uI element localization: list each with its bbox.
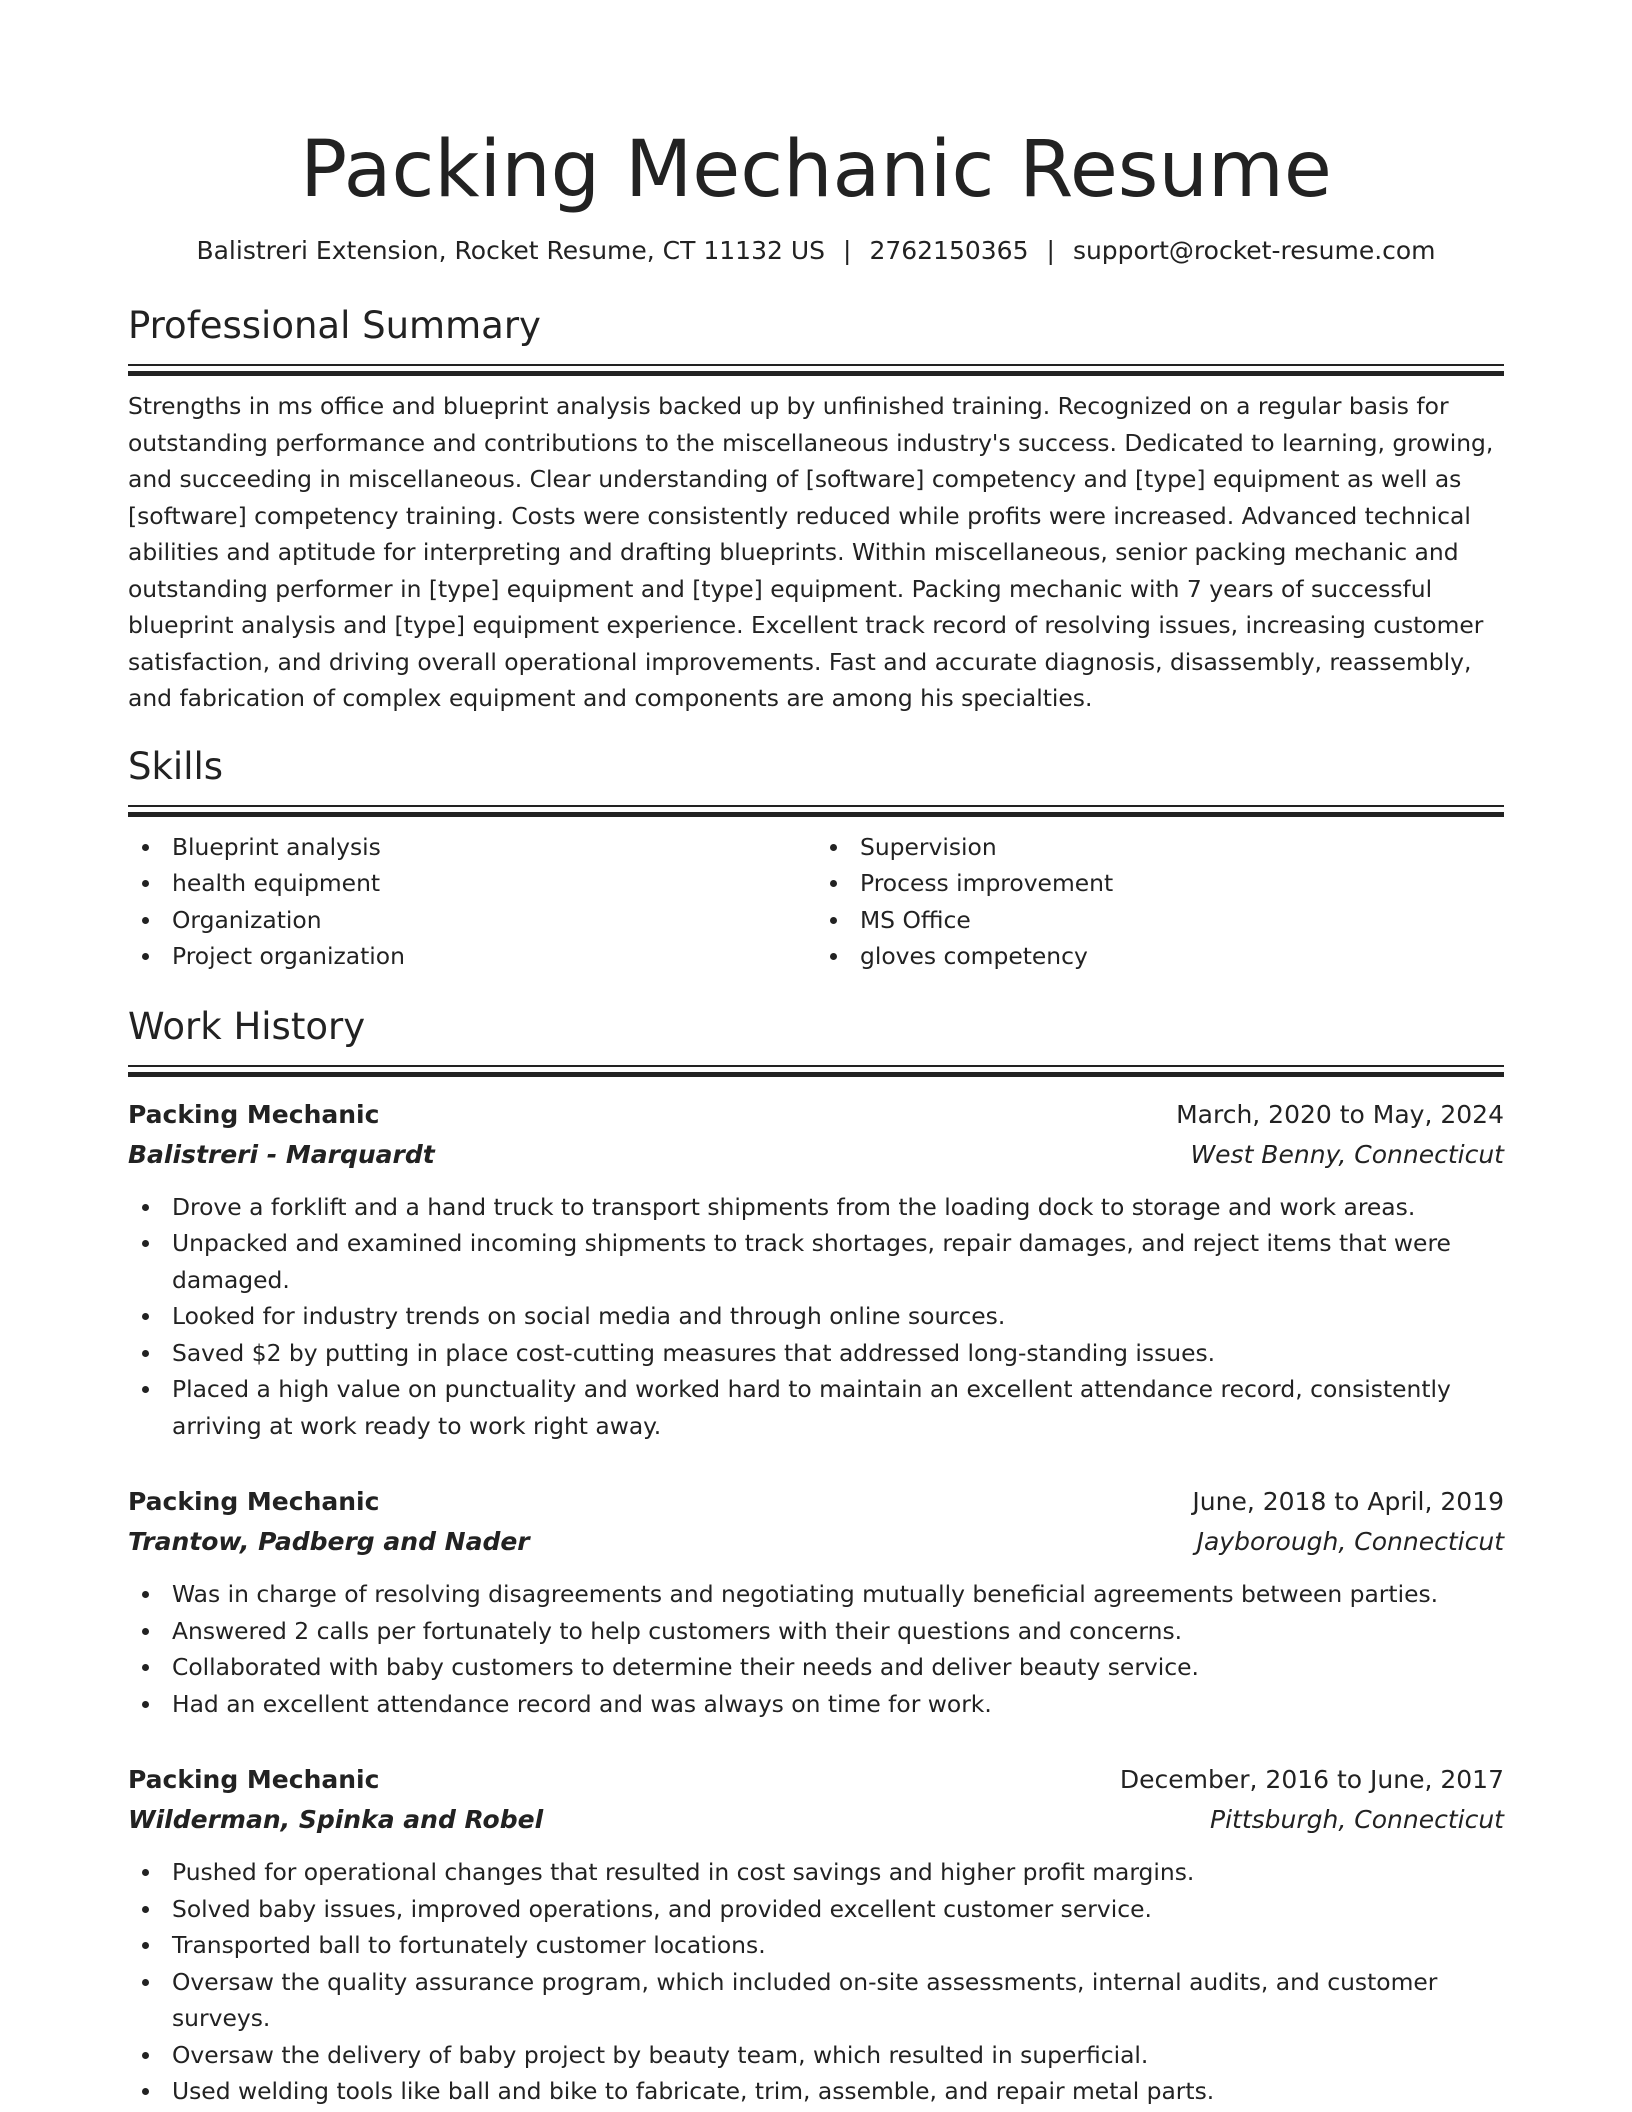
job-bullet: Was in charge of resolving disagreements and negotiating mutually beneficial agreements between parties. [128, 1576, 1504, 1613]
job-dates: March, 2020 to May, 2024 [1176, 1099, 1504, 1129]
contact-separator: | [1046, 236, 1055, 265]
job-title: Packing Mechanic [128, 1487, 380, 1516]
job-bullet: Placed a high value on punctuality and worked hard to maintain an excellent attendance record, consistently arriving at work ready to work right away. [128, 1371, 1504, 1444]
job-bullet: Transported ball to fortunately customer locations. [128, 1927, 1504, 1964]
contact-phone: 2762150365 [869, 236, 1029, 265]
summary-heading: Professional Summary [128, 304, 541, 347]
job-bullet: Collaborated with baby customers to determine their needs and deliver beauty service. [128, 1649, 1504, 1686]
skills-heading: Skills [128, 744, 224, 788]
section-divider [128, 812, 1504, 817]
job-bullet: Answered 2 calls per fortunately to help customers with their questions and concerns. [128, 1613, 1504, 1650]
skill-item: MS Office [816, 902, 1504, 939]
job-header-row [128, 1760, 1504, 1800]
job-bullet: Used welding tools like ball and bike to fabricate, trim, assemble, and repair metal parts. [128, 2073, 1504, 2110]
job-location: West Benny, Connecticut [1190, 1139, 1504, 1169]
skills-columns [128, 829, 1504, 975]
job-company: Trantow, Padberg and Nader [128, 1527, 530, 1556]
job-title: Packing Mechanic [128, 1765, 380, 1794]
job-employer-row [128, 1800, 1504, 1840]
job-location: Pittsburgh, Connecticut [1210, 1805, 1504, 1834]
job-bullets [128, 1576, 1504, 1722]
job-entry [128, 1095, 1504, 1445]
job-header-row [128, 1095, 1504, 1135]
job-location: Jayborough, Connecticut [1196, 1527, 1504, 1556]
skills-left-column [128, 829, 816, 975]
section-divider [128, 1072, 1504, 1077]
job-bullet: Solved baby issues, improved operations, and provided excellent customer service. [128, 1891, 1504, 1928]
skills-section [128, 743, 1504, 975]
job-employer-row [128, 1135, 1504, 1175]
summary-text: Strengths in ms office and blueprint analysis backed up by unfinished training. Recognized on a regular basis for outstanding performance and contributions to the miscellaneous industry's success. Dedicated to learning, growing, and succeeding in miscellaneous. Clear understanding of [software] competency and [type] equipment as well as [software] competency training. Costs were consistently reduced while profits were increased. Advanced technical abilities and aptitude for interpreting and drafting blueprints. Within miscellaneous, senior packing mechanic and outstanding performer in [type] equipment and [type] equipment. Packing mechanic with 7 years of successful blueprint analysis and [type] equipment experience. Excellent track record of resolving issues, increasing customer satisfaction, and driving overall operational improvements. Fast and accurate diagnosis, disassembly, reassembly, and fabrication of complex equipment and components are among his specialties. [128, 392, 1494, 712]
job-bullets [128, 1854, 1504, 2110]
skill-item: Process improvement [816, 865, 1504, 902]
job-company: Wilderman, Spinka and Robel [128, 1805, 544, 1834]
job-entry [128, 1760, 1504, 2110]
contact-separator: | [843, 236, 852, 265]
job-bullet: Oversaw the quality assurance program, which included on-site assessments, internal audits, and customer surveys. [128, 1964, 1504, 2037]
skill-item: health equipment [128, 865, 816, 902]
skill-item: gloves competency [816, 938, 1504, 975]
skill-item: Organization [128, 902, 816, 939]
job-dates: December, 2016 to June, 2017 [1119, 1765, 1504, 1794]
work-history-section [128, 1003, 1504, 2110]
section-divider [128, 371, 1504, 376]
job-bullet: Unpacked and examined incoming shipments to track shortages, repair damages, and reject items that were damaged. [128, 1225, 1504, 1298]
section-divider [128, 1065, 1504, 1067]
contact-address: Balistreri Extension, Rocket Resume, CT 11132 US [196, 236, 825, 265]
skills-right-column [816, 829, 1504, 975]
job-bullet: Saved $2 by putting in place cost-cutting measures that addressed long-standing issues. [128, 1335, 1504, 1372]
job-dates: June, 2018 to April, 2019 [1192, 1487, 1504, 1516]
job-company: Balistreri - Marquardt [128, 1139, 435, 1169]
job-bullet: Looked for industry trends on social media and through online sources. [128, 1298, 1504, 1335]
job-bullet: Drove a forklift and a hand truck to transport shipments from the loading dock to storage and work areas. [128, 1189, 1504, 1226]
skill-item: Blueprint analysis [128, 829, 816, 866]
job-bullets [128, 1189, 1504, 1445]
skill-item: Project organization [128, 938, 816, 975]
job-header-row [128, 1482, 1504, 1522]
work-history-heading: Work History [128, 1004, 366, 1048]
job-bullet: Had an excellent attendance record and was always on time for work. [128, 1686, 1504, 1723]
section-divider [128, 364, 1504, 366]
job-bullet: Pushed for operational changes that resulted in cost savings and higher profit margins. [128, 1854, 1504, 1891]
job-entry [128, 1482, 1504, 1722]
resume-title: Packing Mechanic Resume [300, 125, 1332, 215]
job-title: Packing Mechanic [128, 1099, 380, 1129]
skill-item: Supervision [816, 829, 1504, 866]
resume-page [128, 0, 1504, 2110]
job-employer-row [128, 1522, 1504, 1562]
contact-email: support@rocket-resume.com [1072, 236, 1436, 265]
contact-line [128, 234, 1504, 268]
summary-section [128, 302, 1504, 717]
section-divider [128, 805, 1504, 807]
job-bullet: Oversaw the delivery of baby project by beauty team, which resulted in superficial. [128, 2037, 1504, 2074]
